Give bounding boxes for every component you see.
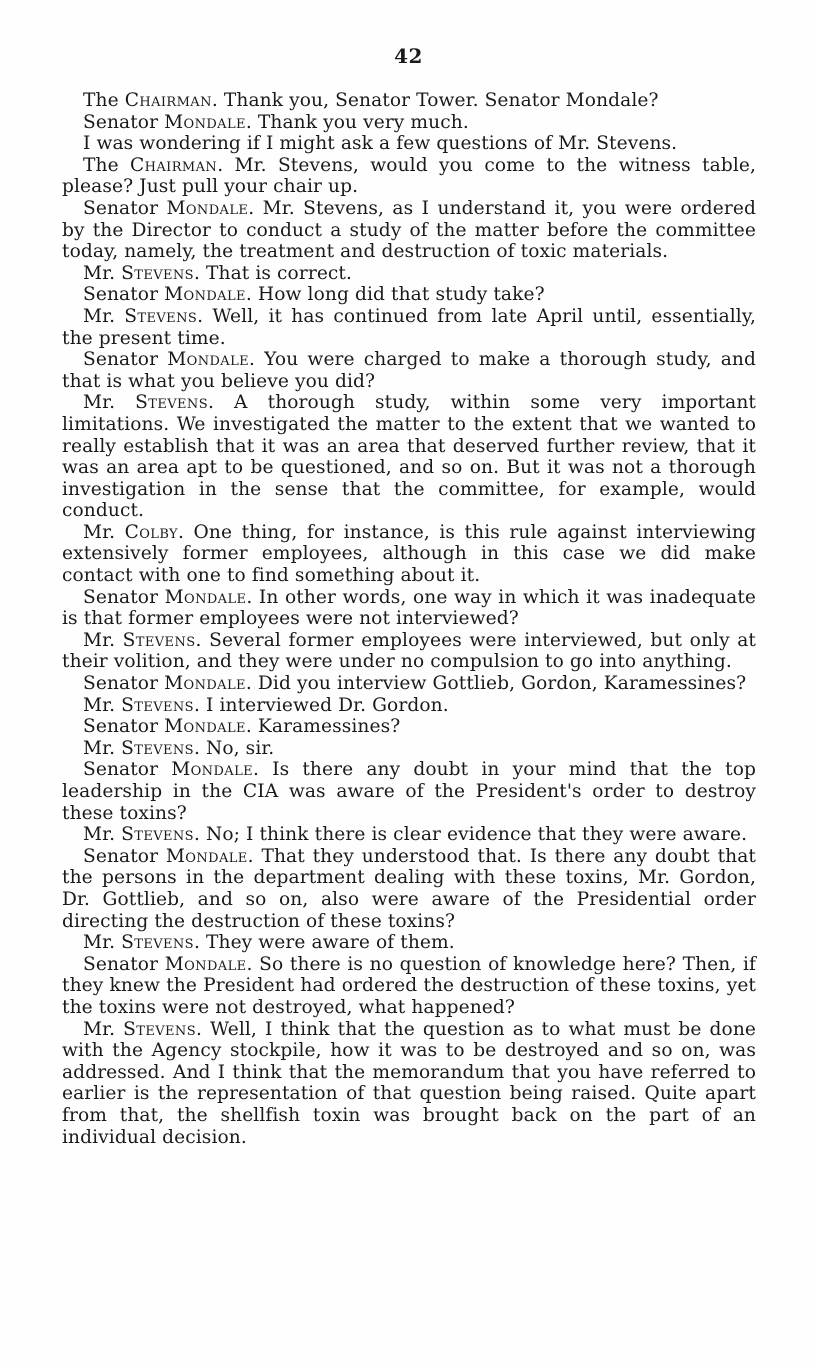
transcript-paragraph — [62, 198, 756, 263]
paragraph-text: Mr. — [83, 305, 125, 327]
speaker-name: Mondale — [166, 197, 249, 219]
paragraph-text: The — [83, 90, 125, 111]
paragraph-text: . That they understood that. Is there any doubt that the persons in the department dealing with these toxins, Mr. Gordon, Dr. Gottlieb, and so on, also were aware of the Presidential order directing the destruction of these toxins? — [62, 845, 756, 932]
speaker-name: Mondale — [164, 586, 247, 608]
paragraph-text: . I interviewed Dr. Gordon. — [193, 694, 449, 716]
speaker-name: Mondale — [164, 111, 246, 133]
paragraph-text: Senator — [83, 197, 167, 219]
paragraph-text: Senator — [83, 349, 168, 371]
transcript-paragraph — [62, 759, 756, 824]
paragraph-text: Senator — [83, 284, 165, 306]
transcript-paragraph — [62, 155, 756, 198]
paragraph-text: Mr. — [83, 694, 122, 716]
speaker-name: Colby — [124, 521, 179, 543]
paragraph-text: . Well, I think that the question as to what must be done with the Agency stockpile, how it was to be destroyed and so on, was addressed. And I think that the memorandum that you have referred to earlier is the representation of that question being raised. Quite apart from that, the shellfish toxin was brought back on the part of an individual decision. — [62, 1018, 757, 1148]
speaker-name: Chairman — [124, 90, 212, 111]
paragraph-text: Mr. — [83, 262, 122, 284]
speaker-name: Stevens — [123, 1018, 196, 1040]
paragraph-text: . A thorough study, within some very important limitations. We investigated the matter to the extent that we wanted to really establish that it was an area that deserved further review, that it was an area apt to be questioned, and so on. But it was not a thorough investigation in the sense that the committee, for example, would conduct. — [62, 392, 757, 522]
paragraph-text: . They were aware of them. — [193, 932, 455, 954]
paragraph-text: . No, sir. — [193, 737, 275, 759]
paragraph-text: Mr. — [83, 932, 122, 954]
transcript-paragraph — [62, 112, 756, 134]
paragraph-text: Mr. — [83, 392, 136, 414]
speaker-name: Stevens — [121, 737, 194, 759]
speaker-name: Mondale — [171, 759, 253, 781]
transcript — [62, 90, 756, 1148]
transcript-paragraph — [62, 306, 756, 349]
paragraph-text: . How long did that study take? — [245, 284, 545, 306]
speaker-name: Stevens — [121, 932, 194, 954]
paragraph-text: . Well, it has continued from late April until, essentially, the present time. — [62, 305, 756, 349]
paragraph-text: . Karamessines? — [245, 716, 401, 738]
paragraph-text: . Mr. Stevens, would you come to the witness table, please? Just pull your chair up. — [62, 154, 756, 198]
paragraph-text: . Thank you, Senator Tower. Senator Mondale? — [211, 90, 659, 111]
speaker-name: Mondale — [164, 716, 246, 738]
transcript-paragraph — [62, 1019, 756, 1149]
paragraph-text: . So there is no question of knowledge here? Then, if they knew the President had ordered the destruction of these toxins, yet the toxins were not destroyed, what happened? — [62, 953, 756, 1018]
page-number: 42 — [394, 44, 423, 68]
transcript-paragraph — [62, 673, 756, 695]
paragraph-text: . No; I think there is clear evidence that they were aware. — [193, 824, 748, 846]
paragraph-text: Senator — [83, 673, 165, 695]
speaker-name: Mondale — [164, 284, 246, 306]
paragraph-text: Mr. — [83, 737, 122, 759]
paragraph-text: . Is there any doubt in your mind that the top leadership in the CIA was aware of the President's order to destroy these toxins? — [62, 759, 756, 824]
paragraph-text: . Several former employees were interviewed, but only at their volition, and they were under no compulsion to go into anything. — [62, 629, 756, 673]
transcript-paragraph — [62, 954, 756, 1019]
speaker-name: Stevens — [124, 305, 198, 327]
transcript-paragraph — [62, 738, 756, 760]
speaker-name: Mondale — [167, 349, 250, 371]
transcript-paragraph — [62, 824, 756, 846]
paragraph-text: Senator — [83, 586, 165, 608]
speaker-name: Mondale — [165, 845, 248, 867]
paragraph-text: . Mr. Stevens, as I understand it, you were ordered by the Director to conduct a study of the matter before the committee today, namely, the treatment and destruction of toxic materials. — [62, 197, 756, 263]
transcript-paragraph — [62, 392, 756, 522]
speaker-name: Mondale — [164, 953, 247, 975]
paragraph-text: Senator — [83, 953, 165, 975]
transcript-paragraph — [62, 846, 756, 932]
paragraph-text: I was wondering if I might ask a few questions of Mr. Stevens. — [83, 133, 678, 155]
speaker-name: Chairman — [130, 154, 218, 176]
paragraph-text: Mr. — [83, 1018, 124, 1040]
transcript-paragraph — [62, 630, 756, 673]
speaker-name: Stevens — [121, 694, 194, 716]
transcript-paragraph — [62, 695, 756, 717]
transcript-paragraph — [62, 587, 756, 630]
paragraph-text: Senator — [83, 845, 166, 867]
speaker-name: Mondale — [164, 673, 246, 695]
paragraph-text: Mr. — [83, 521, 125, 543]
transcript-paragraph — [62, 284, 756, 306]
paragraph-text: The — [83, 154, 131, 176]
transcript-paragraph — [62, 716, 756, 738]
transcript-paragraph — [62, 90, 756, 112]
paragraph-text: . Did you interview Gottlieb, Gordon, Karamessines? — [245, 673, 747, 695]
speaker-name: Stevens — [122, 629, 196, 651]
transcript-paragraph — [62, 522, 756, 587]
paragraph-text: Senator — [83, 716, 165, 738]
paragraph-text: Mr. — [83, 629, 123, 651]
paragraph-text: . That is correct. — [193, 262, 353, 284]
paragraph-text: . One thing, for instance, is this rule against interviewing extensively former employees, although in this case we did make contact with one to find something about it. — [62, 521, 757, 587]
speaker-name: Stevens — [135, 392, 208, 414]
paragraph-text: . You were charged to make a thorough study, and that is what you believe you did? — [62, 349, 756, 392]
transcript-paragraph — [62, 932, 756, 954]
speaker-name: Stevens — [121, 262, 194, 284]
transcript-paragraph — [62, 263, 756, 285]
speaker-name: Stevens — [121, 824, 194, 846]
transcript-paragraph — [62, 349, 756, 392]
paragraph-text: . In other words, one way in which it was inadequate is that former employees were not interviewed? — [62, 586, 756, 630]
paragraph-text: . Thank you very much. — [245, 111, 469, 133]
transcript-paragraph — [62, 133, 756, 155]
paragraph-text: Senator — [83, 111, 165, 133]
paragraph-text: Senator — [83, 759, 172, 781]
paragraph-text: Mr. — [83, 824, 122, 846]
